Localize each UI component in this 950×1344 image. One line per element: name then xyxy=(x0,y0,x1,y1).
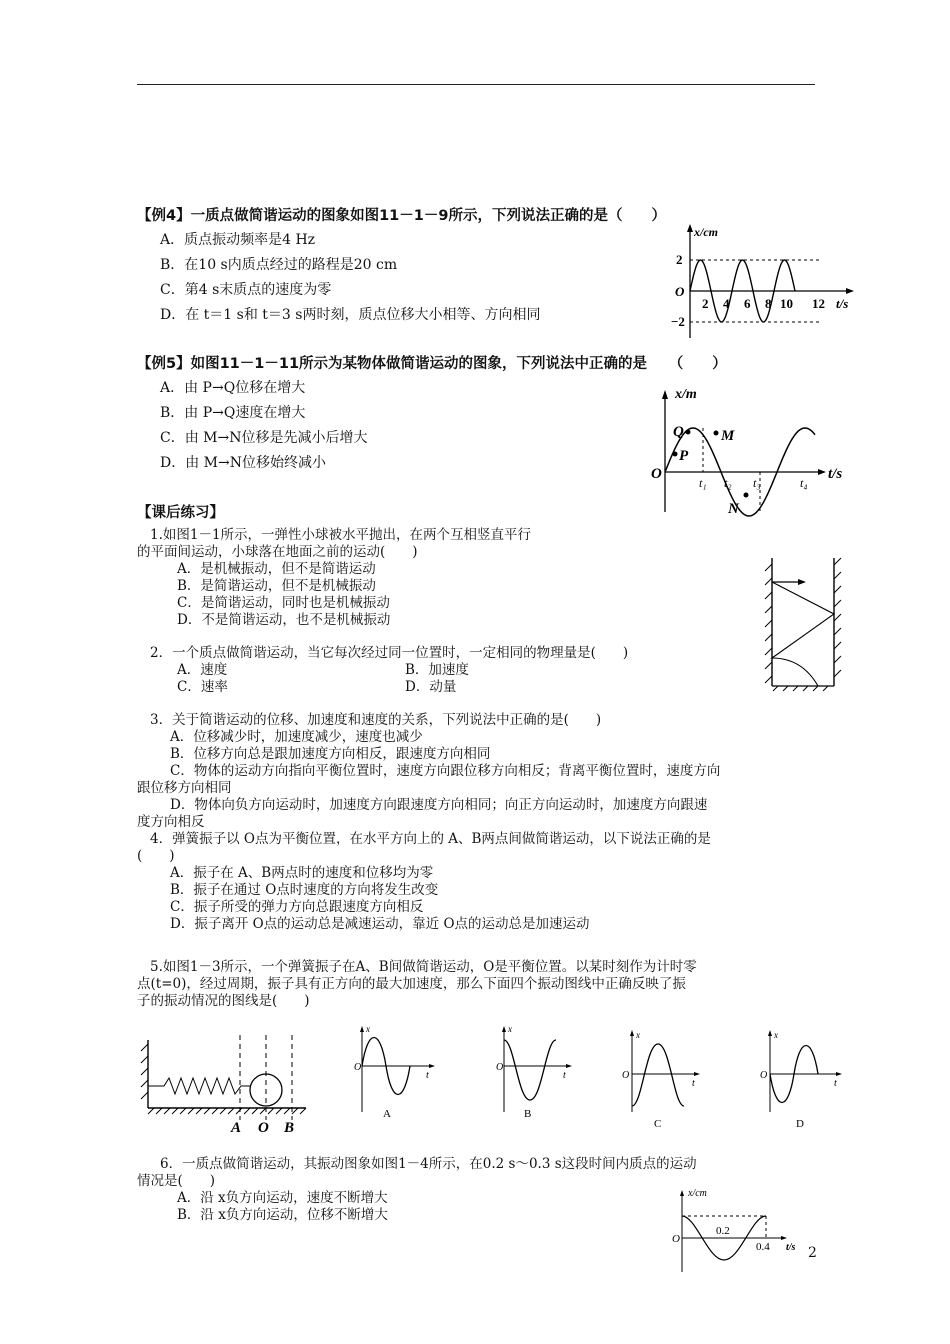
q4-option-a: A．振子在 A、B两点时的速度和位移均为零 xyxy=(170,865,434,881)
ex5-point-q: Q xyxy=(673,424,684,440)
q5-spring-figure xyxy=(138,1030,318,1140)
example5-option-b: B．由 P→Q速度在增大 xyxy=(160,405,306,421)
q3-option-c-line2: 跟位移方向相同 xyxy=(137,780,232,796)
q3-option-c-line1: C．物体的运动方向指向平衡位置时，速度方向跟位移方向相反；背离平衡位置时，速度方向 xyxy=(170,763,721,779)
q2-option-c: C．速率 xyxy=(177,679,228,695)
example4-option-a: A．质点振动频率是4 Hz xyxy=(160,232,316,248)
ex5-tick: t₂ xyxy=(724,476,732,490)
q4-line2: ( ) xyxy=(137,848,175,864)
ex5-xlabel: t/s xyxy=(828,466,843,482)
q5-line1: 5.如图1－3所示，一个弹簧振子在A、B间做简谐运动，O是平衡位置。以某时刻作为计时零 xyxy=(150,959,697,975)
graph-c-t: t xyxy=(692,1078,695,1089)
graph-a-label: A xyxy=(383,1108,391,1120)
q4-option-d: D．振子离开 O点的运动总是减速运动，靠近 O点的运动总是加速运动 xyxy=(170,916,590,932)
page-number: 2 xyxy=(808,1245,817,1261)
q2-option-b: B．加速度 xyxy=(405,662,469,678)
example4-option-d: D．在 t＝1 s和 t＝3 s两时刻，质点位移大小相等、方向相同 xyxy=(160,307,541,323)
ex5-origin: O xyxy=(651,466,662,482)
q1-option-b: B．是简谐运动，但不是机械振动 xyxy=(177,578,376,594)
q5-graph-b xyxy=(488,1020,583,1120)
q3-option-d-line1: D．物体向负方向运动时，加速度方向跟速度方向相同；向正方向运动时，加速度方向跟速 xyxy=(170,797,708,813)
q3-option-b: B．位移方向总是跟加速度方向相反，跟速度方向相同 xyxy=(170,746,491,762)
q3-option-d-line2: 度方向相反 xyxy=(137,814,205,830)
ex5-ylabel: x/m xyxy=(675,387,697,402)
q1-option-a: A．是机械振动，但不是简谐运动 xyxy=(177,561,376,577)
graph-b-o: O xyxy=(496,1062,504,1073)
ex4-tick: 12 xyxy=(812,296,825,311)
graph-c-label: C xyxy=(654,1118,662,1130)
ex5-point-m: M xyxy=(721,428,735,444)
q6-origin: O xyxy=(672,1233,680,1245)
q6-line2: 情况是( ) xyxy=(137,1173,216,1189)
q5-line3: 子的振动情况的图线是( ) xyxy=(137,993,310,1009)
spring-label-b: B xyxy=(284,1120,295,1136)
ex4-xlabel: t/s xyxy=(836,296,849,311)
q5-graph-d xyxy=(758,1020,853,1132)
q6-tick-0.4: 0.4 xyxy=(756,1241,770,1253)
q6-option-b: B．沿 x负方向运动，位移不断增大 xyxy=(177,1207,388,1223)
graph-b-label: B xyxy=(524,1108,532,1120)
q1-line1: 1.如图1－1所示，一弹性小球被水平抛出，在两个互相竖直平行 xyxy=(150,527,532,543)
example5-option-d: D．由 M→N位移始终减小 xyxy=(160,455,326,471)
ex5-tick: t₄ xyxy=(800,476,808,490)
ex4-tick: 8 xyxy=(765,296,772,311)
spring-label-o: O xyxy=(258,1120,269,1136)
graph-b-t: t xyxy=(563,1070,566,1081)
graph-a-o: O xyxy=(354,1062,362,1073)
example4-title: 【例4】一质点做简谐运动的图象如图11－1－9所示，下列说法正确的是（ ） xyxy=(137,208,666,224)
graph-c-x: x xyxy=(636,1030,640,1040)
q1-figure-walls xyxy=(762,554,852,692)
q1-option-d: D．不是简谐运动，也不是机械振动 xyxy=(177,612,391,628)
example4-graph xyxy=(670,222,860,344)
example5-option-a: A．由 P→Q位移在增大 xyxy=(160,380,306,396)
q4-option-c: C．振子所受的弹力方向总跟速度方向相反 xyxy=(170,899,424,915)
q1-option-c: C．是简谐运动，同时也是机械振动 xyxy=(177,595,390,611)
q3-line1: 3．关于简谐运动的位移、加速度和速度的关系，下列说法中正确的是( ) xyxy=(150,712,602,728)
ex4-tick: 4 xyxy=(723,296,730,311)
q2-line1: 2．一个质点做简谐运动，当它每次经过同一位置时，一定相同的物理量是( ) xyxy=(150,645,629,661)
example5-option-c: C．由 M→N位移是先减小后增大 xyxy=(160,430,368,446)
ex4-tick: 10 xyxy=(780,296,793,311)
q4-option-b: B．振子在通过 O点时速度的方向将发生改变 xyxy=(170,882,439,898)
example4-option-b: B．在10 s内质点经过的路程是20 cm xyxy=(160,257,398,273)
ex5-tick: t₃ xyxy=(753,476,761,490)
ex4-ylabel: x/cm xyxy=(694,225,718,239)
spring-label-a: A xyxy=(231,1120,242,1136)
graph-c-o: O xyxy=(622,1070,630,1081)
homework-title: 【课后练习】 xyxy=(137,505,224,521)
q6-xlabel: t/s xyxy=(786,1242,796,1253)
q6-ylabel: x/cm xyxy=(688,1188,707,1199)
graph-a-t: t xyxy=(426,1070,429,1081)
q6-option-a: A．沿 x负方向运动，速度不断增大 xyxy=(177,1190,388,1206)
q4-line1: 4．弹簧振子以 O点为平衡位置，在水平方向上的 A、B两点间做简谐运动，以下说法正确的是 xyxy=(150,831,711,847)
example4-option-c: C．第4 s末质点的速度为零 xyxy=(160,282,332,298)
q5-line2: 点(t=0)，经过周期，振子具有正方向的最大加速度，那么下面四个振动图线中正确反映了振 xyxy=(137,976,686,992)
graph-d-label: D xyxy=(796,1118,804,1130)
q3-option-a: A．位移减少时，加速度减少，速度也减少 xyxy=(170,729,423,745)
q5-graph-c xyxy=(616,1020,711,1132)
ex4-ytop: 2 xyxy=(676,252,683,267)
graph-d-x: x xyxy=(774,1030,778,1040)
q6-tick-0.2: 0.2 xyxy=(716,1225,730,1237)
graph-a-x: x xyxy=(366,1024,370,1034)
q2-option-d: D．动量 xyxy=(405,679,457,695)
graph-d-t: t xyxy=(834,1078,837,1089)
ex4-origin: O xyxy=(675,284,685,299)
ex5-point-p: P xyxy=(679,448,689,464)
header-rule xyxy=(137,84,815,85)
q6-graph xyxy=(668,1184,813,1276)
q2-option-a: A．速度 xyxy=(177,662,228,678)
ex4-tick: 2 xyxy=(702,296,709,311)
q5-graph-a xyxy=(346,1020,441,1120)
graph-b-x: x xyxy=(508,1024,512,1034)
graph-d-o: O xyxy=(760,1070,768,1081)
example5-graph xyxy=(648,380,858,520)
q1-line2: 的平面间运动，小球落在地面之前的运动( ) xyxy=(137,544,418,560)
ex4-tick: 6 xyxy=(744,296,751,311)
q6-line1: 6．一质点做简谐运动，其振动图象如图1－4所示，在0.2 s～0.3 s这段时间内质点的运动 xyxy=(160,1156,697,1172)
example5-title: 【例5】如图11－1－11所示为某物体做简谐运动的图象，下列说法中正确的是 （ ） xyxy=(137,356,727,372)
ex4-ybot: −2 xyxy=(671,314,685,329)
ex5-tick: t₁ xyxy=(699,476,707,490)
ex5-point-n: N xyxy=(728,501,739,517)
